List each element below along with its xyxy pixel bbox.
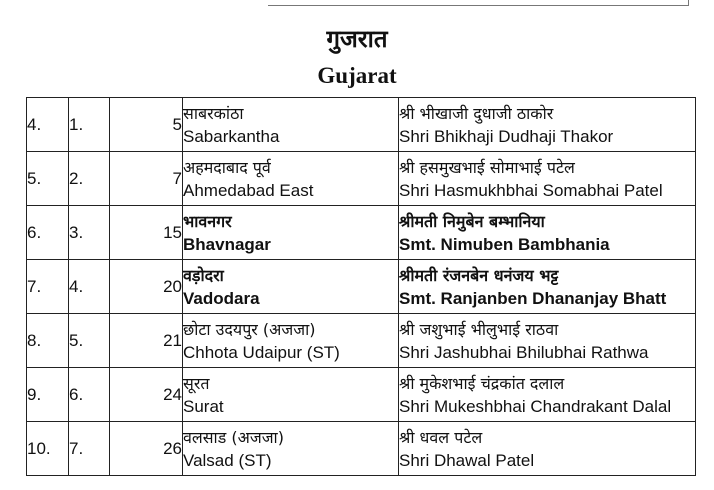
constituency-name-hindi: अहमदाबाद पूर्व — [183, 157, 271, 177]
constituency-name-hindi: छोटा उदयपुर (अजजा) — [183, 319, 316, 339]
serial-number: 9. — [27, 368, 69, 422]
table-row — [27, 152, 696, 206]
candidate-cell — [399, 260, 696, 314]
candidate-cell — [399, 368, 696, 422]
candidate-name-hindi: श्री हसमुखभाई सोमाभाई पटेल — [399, 157, 575, 177]
candidate-name-english: Shri Hasmukhbhai Somabhai Patel — [399, 180, 663, 200]
constituency-name-hindi: सूरत — [183, 373, 210, 393]
constituency-name-hindi: वलसाड (अजजा) — [183, 427, 284, 447]
constituency-name-english: Sabarkantha — [183, 126, 280, 146]
table-row — [27, 422, 696, 476]
constituency-name-hindi: भावनगर — [183, 211, 232, 231]
table-row — [27, 98, 696, 152]
candidate-cell — [399, 152, 696, 206]
constituency-cell — [183, 422, 399, 476]
serial-number: 5. — [27, 152, 69, 206]
candidate-cell — [399, 206, 696, 260]
state-serial-number: 6. — [69, 368, 110, 422]
constituency-number: 20 — [110, 260, 183, 314]
candidate-name-hindi: श्रीमती निमुबेन बम्भानिया — [399, 211, 545, 231]
candidate-name-hindi: श्री मुकेशभाई चंद्रकांत दलाल — [399, 373, 565, 393]
constituency-cell — [183, 206, 399, 260]
constituency-cell — [183, 260, 399, 314]
constituency-number: 5 — [110, 98, 183, 152]
constituency-cell — [183, 314, 399, 368]
serial-number: 6. — [27, 206, 69, 260]
constituency-number: 7 — [110, 152, 183, 206]
candidate-name-english: Shri Mukeshbhai Chandrakant Dalal — [399, 396, 672, 416]
state-serial-number: 3. — [69, 206, 110, 260]
serial-number: 7. — [27, 260, 69, 314]
constituency-name-english: Valsad (ST) — [183, 450, 272, 470]
candidate-name-hindi: श्रीमती रंजनबेन धनंजय भट्ट — [399, 265, 559, 285]
state-title-english: Gujarat — [317, 63, 397, 88]
constituency-number: 21 — [110, 314, 183, 368]
serial-number: 8. — [27, 314, 69, 368]
state-title-hindi: गुजरात — [326, 25, 388, 53]
table-row — [27, 206, 696, 260]
constituency-name-english: Chhota Udaipur (ST) — [183, 342, 340, 362]
candidate-cell — [399, 98, 696, 152]
candidate-name-hindi: श्री भीखाजी दुधाजी ठाकोर — [399, 103, 554, 123]
table-row — [27, 260, 696, 314]
state-serial-number: 2. — [69, 152, 110, 206]
constituency-number: 24 — [110, 368, 183, 422]
serial-number: 4. — [27, 98, 69, 152]
state-serial-number: 4. — [69, 260, 110, 314]
candidate-name-english: Smt. Nimuben Bambhania — [399, 234, 610, 254]
constituency-name-english: Surat — [183, 396, 224, 416]
candidate-table-body — [27, 98, 696, 476]
candidate-name-english: Smt. Ranjanben Dhananjay Bhatt — [399, 288, 667, 308]
serial-number: 10. — [27, 422, 69, 476]
table-row — [27, 314, 696, 368]
candidate-cell — [399, 314, 696, 368]
table-row — [27, 368, 696, 422]
candidate-table — [26, 97, 696, 476]
constituency-name-hindi: साबरकांठा — [183, 103, 244, 123]
constituency-cell — [183, 152, 399, 206]
constituency-number: 26 — [110, 422, 183, 476]
candidate-cell — [399, 422, 696, 476]
state-serial-number: 5. — [69, 314, 110, 368]
constituency-cell — [183, 98, 399, 152]
constituency-name-english: Vadodara — [183, 288, 260, 308]
constituency-name-english: Bhavnagar — [183, 234, 271, 254]
state-serial-number: 1. — [69, 98, 110, 152]
candidate-name-hindi: श्री धवल पटेल — [399, 427, 483, 447]
candidate-name-english: Shri Bhikhaji Dudhaji Thakor — [399, 126, 614, 146]
constituency-name-hindi: वड़ोदरा — [183, 265, 224, 285]
state-serial-number: 7. — [69, 422, 110, 476]
top-border-fragment — [268, 0, 689, 6]
constituency-name-english: Ahmedabad East — [183, 180, 314, 200]
constituency-cell — [183, 368, 399, 422]
candidate-name-english: Shri Dhawal Patel — [399, 450, 535, 470]
candidate-name-hindi: श्री जशुभाई भीलुभाई राठवा — [399, 319, 559, 339]
candidate-name-english: Shri Jashubhai Bhilubhai Rathwa — [399, 342, 649, 362]
constituency-number: 15 — [110, 206, 183, 260]
